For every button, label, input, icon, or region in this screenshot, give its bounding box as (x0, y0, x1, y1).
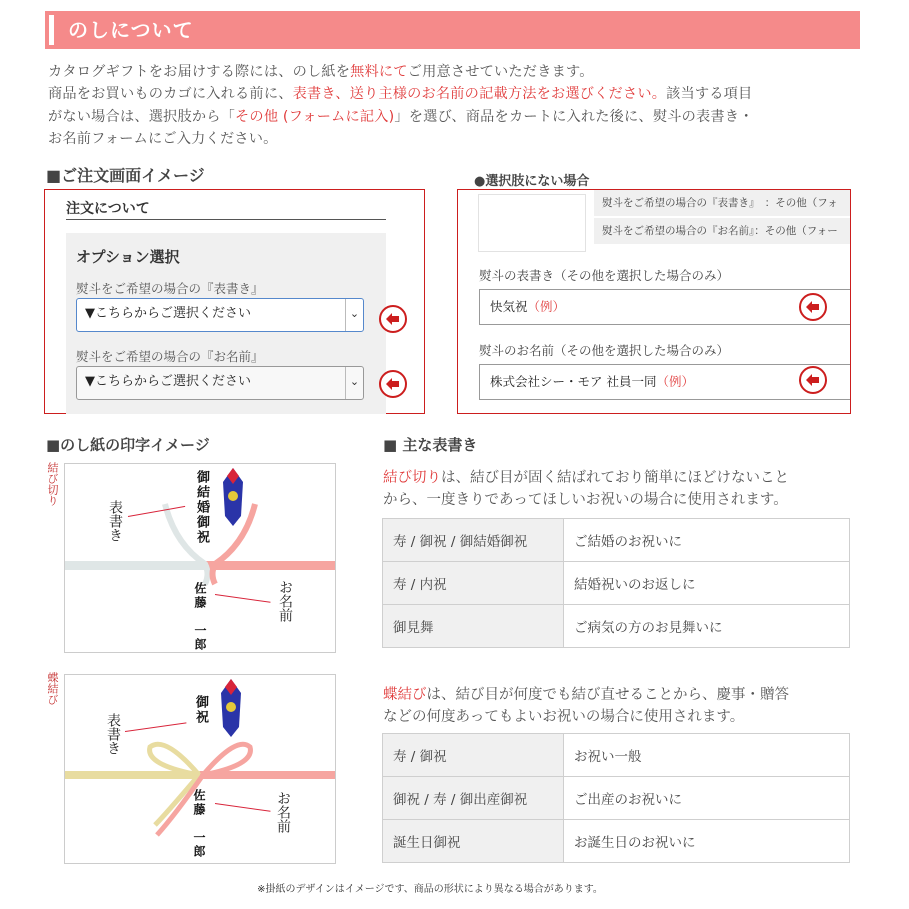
table-key: 寿 / 御祝 / 御結婚御祝 (383, 519, 564, 562)
summary-row-name: 熨斗をご希望の場合の『お名前』：その他（フォー (594, 218, 851, 244)
label-front: 表書き (105, 713, 121, 755)
order-box-title: 注文について (66, 201, 150, 217)
divider (66, 219, 386, 220)
table-row (383, 605, 850, 648)
musubikiri-side-label: 結び切り (46, 462, 59, 506)
greeting-text: 御祝 (193, 695, 208, 725)
chomusubi-term: 蝶結び (383, 687, 427, 703)
greeting-text: 御結婚御祝 (194, 470, 209, 545)
chevron-down-icon: ⌄ (345, 299, 363, 331)
intro-free: 無料にて (350, 64, 408, 80)
pointer-arrow-icon (379, 305, 407, 333)
table-row (383, 820, 850, 863)
front-input-label: 熨斗の表書き（その他を選択した場合のみ） (479, 268, 730, 283)
musubikiri-term: 結び切り (383, 470, 441, 486)
name-select-value: ▼こちらからご選択ください (85, 374, 251, 389)
table-key: 寿 / 御祝 (383, 734, 564, 777)
musubikiri-desc: は、結び目が固く結ばれており簡単にほどけないこと (441, 470, 789, 486)
page-title: のしについて (68, 18, 194, 42)
intro-line2-end: 該当する項目 (666, 86, 753, 103)
front-select-value: ▼こちらからご選択ください (85, 306, 251, 321)
noshi-card-musubikiri (64, 463, 336, 653)
table-key: 御見舞 (383, 605, 564, 648)
chomusubi-description (383, 684, 858, 728)
noshi-card-chomusubi (64, 674, 336, 864)
sender-name: 佐藤 一郎 (192, 789, 206, 859)
intro-line3: がない場合は、選択肢から「 (48, 108, 236, 125)
front-select[interactable] (76, 298, 364, 332)
order-image-heading: ■ご注文画面イメージ (46, 166, 205, 185)
table-row (383, 777, 850, 820)
pointer-arrow-icon (799, 293, 827, 321)
table-row (383, 734, 850, 777)
intro-line1: カタログギフトをお届けする際には、のし紙を (48, 64, 351, 80)
main-writings-heading: ■ 主な表書き (383, 436, 478, 454)
table-key: 誕生日御祝 (383, 820, 564, 863)
option-panel (66, 233, 386, 414)
chomusubi-desc2: などの何度あってもよいお祝いの場合に使用されます。 (383, 709, 745, 725)
intro-line1-end: ご用意させていただきます。 (407, 64, 594, 80)
table-value: ご出産のお祝いに (564, 777, 850, 820)
intro-line2: 商品をお買いものカゴに入れる前に、 (48, 86, 293, 103)
intro-other: その他 (フォームに記入) (235, 108, 395, 125)
intro-line4: お名前フォームにご入力ください。 (48, 131, 278, 148)
intro-highlight: 表書き、送り主様のお名前の記載方法をお選びください。 (292, 86, 667, 103)
thumbnail-placeholder (478, 194, 586, 252)
name-select[interactable] (76, 366, 364, 400)
table-key: 御祝 / 寿 / 御出産御祝 (383, 777, 564, 820)
name-text-input[interactable] (479, 364, 851, 400)
no-option-box (457, 189, 851, 414)
example-note: （例） (656, 374, 694, 389)
intro-text (48, 61, 853, 151)
name-input-label: 熨斗のお名前（その他を選択した場合のみ） (479, 343, 730, 358)
front-input-value: 快気祝 (490, 299, 528, 314)
label-front: 表書き (107, 500, 123, 542)
label-name: お名前 (275, 791, 291, 833)
option-label-name: 熨斗をご希望の場合の『お名前』 (76, 349, 264, 364)
order-image-box (44, 189, 425, 414)
pointer-arrow-icon (799, 366, 827, 394)
chevron-down-icon: ⌄ (345, 367, 363, 399)
no-option-heading: ●選択肢にない場合 (474, 174, 590, 189)
pointer-arrow-icon (379, 370, 407, 398)
intro-line3-end: 」を選び、商品をカートに入れた後に、熨斗の表書き・ (394, 108, 754, 125)
musubikiri-desc2: から、一度きりであってほしいお祝いの場合に使用されます。 (383, 492, 788, 508)
table-value: ご結婚のお祝いに (564, 519, 850, 562)
option-label-front: 熨斗をご希望の場合の『表書き』 (76, 281, 264, 296)
summary-row-front: 熨斗をご希望の場合の『表書き』 ：その他（フォ (594, 190, 851, 216)
table-value: お誕生日のお祝いに (564, 820, 850, 863)
name-input-value: 株式会社シー・モア 社員一同 (490, 374, 657, 389)
example-note: （例） (527, 299, 566, 314)
front-text-input[interactable] (479, 289, 851, 325)
label-name: お名前 (277, 580, 293, 622)
chomusubi-side-label: 蝶結び (46, 672, 59, 705)
table-value: ご病気の方のお見舞いに (564, 605, 850, 648)
table-key: 寿 / 内祝 (383, 562, 564, 605)
print-image-heading: ■のし紙の印字イメージ (46, 436, 210, 454)
table-value: 結婚祝いのお返しに (564, 562, 850, 605)
musubikiri-description (383, 467, 853, 511)
chomusubi-desc: は、結び目が何度でも結び直せることから、慶事・贈答 (426, 687, 789, 703)
table-row (383, 562, 850, 605)
table-value: お祝い一般 (564, 734, 850, 777)
footnote: ※掛紙のデザインはイメージです、商品の形状により異なる場合があります。 (257, 884, 603, 895)
table-row (383, 519, 850, 562)
sender-name: 佐藤 一郎 (193, 582, 207, 652)
musubikiri-table (382, 518, 850, 648)
chomusubi-table (382, 733, 850, 863)
option-title: オプション選択 (76, 248, 180, 266)
header-accent-bar (49, 15, 54, 45)
